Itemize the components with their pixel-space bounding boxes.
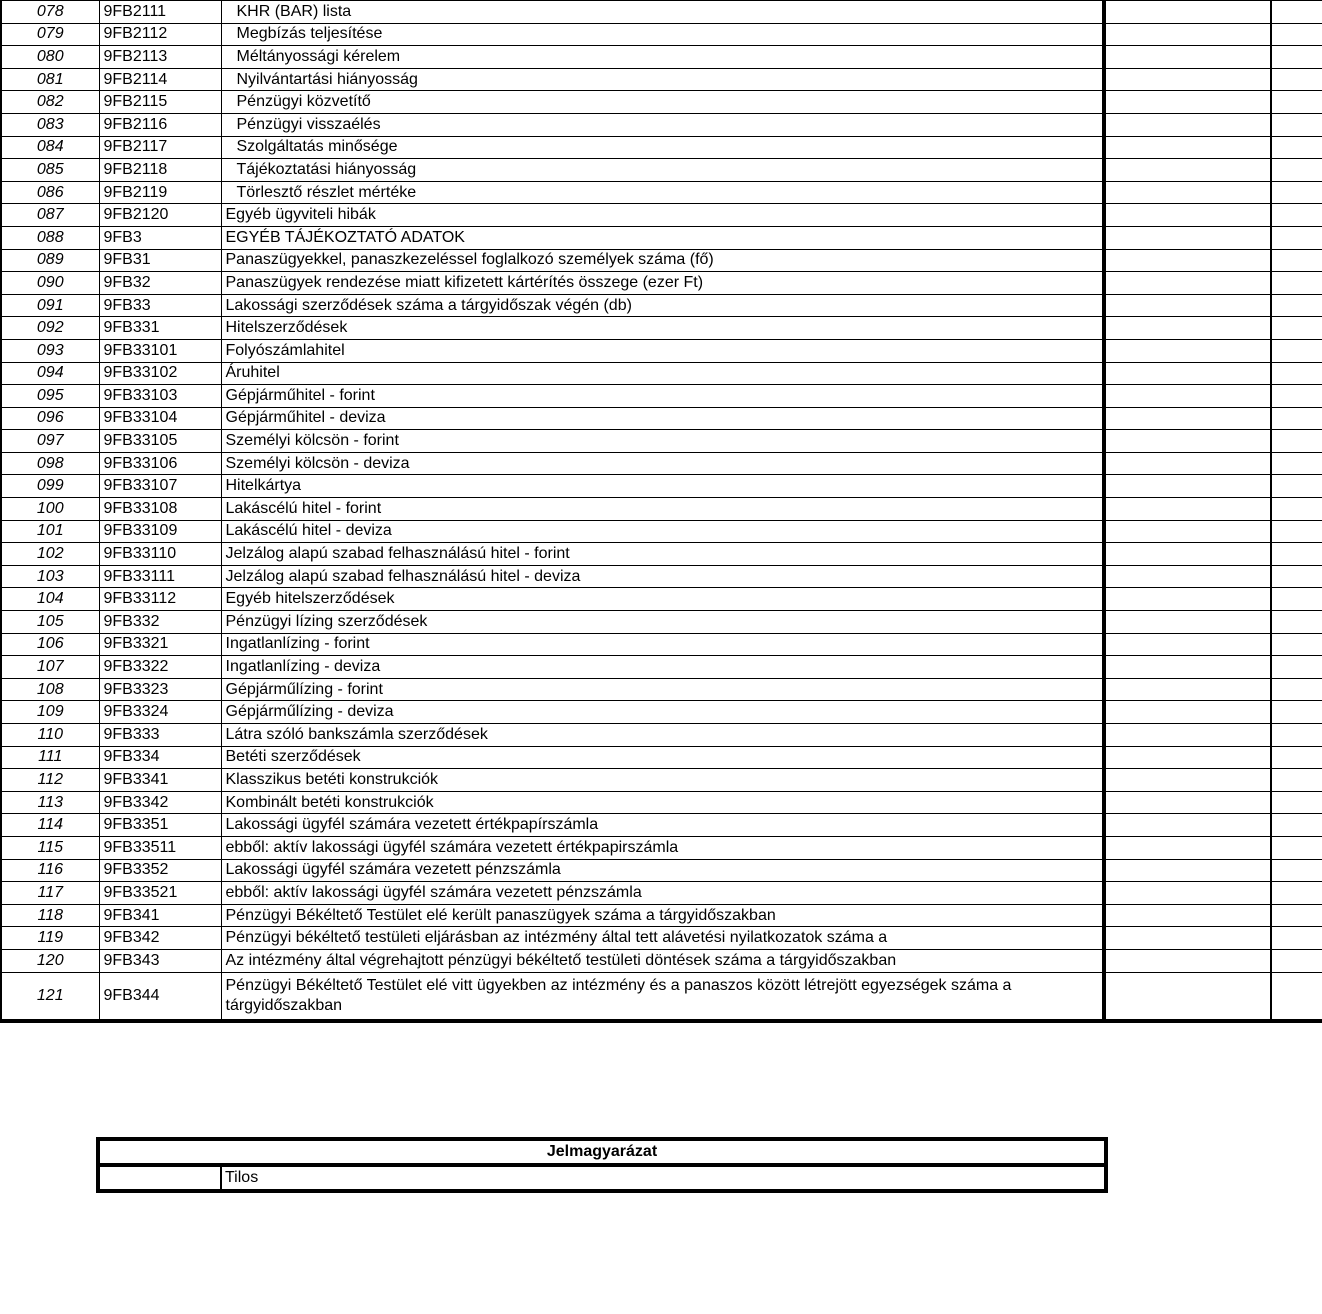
value-cell[interactable] (1104, 543, 1271, 566)
value-cell[interactable] (1104, 46, 1271, 69)
value-cell-2[interactable] (1271, 136, 1322, 159)
table-row (1, 407, 1322, 430)
value-cell-2[interactable] (1271, 972, 1322, 1021)
row-number: 090 (1, 272, 99, 295)
row-number: 087 (1, 204, 99, 227)
row-code: 9FB342 (99, 927, 221, 950)
value-cell-2[interactable] (1271, 859, 1322, 882)
row-label: Tájékoztatási hiányosság (221, 159, 1104, 182)
value-cell-2[interactable] (1271, 249, 1322, 272)
table-row (1, 181, 1322, 204)
value-cell[interactable] (1104, 565, 1271, 588)
row-label: Az intézmény által végrehajtott pénzügyi békéltető testületi döntések száma a tárgyidőszakban (221, 949, 1104, 972)
row-code: 9FB2118 (99, 159, 221, 182)
row-code: 9FB33110 (99, 543, 221, 566)
table-row (1, 520, 1322, 543)
value-cell-2[interactable] (1271, 520, 1322, 543)
row-number: 085 (1, 159, 99, 182)
value-cell[interactable] (1104, 814, 1271, 837)
table-row (1, 204, 1322, 227)
value-cell-2[interactable] (1271, 927, 1322, 950)
value-cell-2[interactable] (1271, 611, 1322, 634)
row-code: 9FB334 (99, 746, 221, 769)
row-number: 091 (1, 294, 99, 317)
table-row (1, 249, 1322, 272)
table-row (1, 814, 1322, 837)
table-row (1, 633, 1322, 656)
row-number: 104 (1, 588, 99, 611)
value-cell[interactable] (1104, 452, 1271, 475)
row-number: 115 (1, 836, 99, 859)
row-label: ebből: aktív lakossági ügyfél számára vezetett pénzszámla (221, 882, 1104, 905)
table-row (1, 565, 1322, 588)
row-label: Panaszügyek rendezése miatt kifizetett kártérítés összege (ezer Ft) (221, 272, 1104, 295)
row-code: 9FB3323 (99, 678, 221, 701)
row-label: Törlesztő részlet mértéke (221, 181, 1104, 204)
row-number: 117 (1, 882, 99, 905)
row-code: 9FB33111 (99, 565, 221, 588)
row-code: 9FB341 (99, 904, 221, 927)
row-number: 121 (1, 972, 99, 1021)
table-row (1, 769, 1322, 792)
row-label: Áruhitel (221, 362, 1104, 385)
value-cell-2[interactable] (1271, 430, 1322, 453)
value-cell[interactable] (1104, 656, 1271, 679)
value-cell-2[interactable] (1271, 543, 1322, 566)
value-cell[interactable] (1104, 633, 1271, 656)
value-cell[interactable] (1104, 927, 1271, 950)
table-row (1, 791, 1322, 814)
row-label: Látra szóló bankszámla szerződések (221, 724, 1104, 747)
value-cell-2[interactable] (1271, 678, 1322, 701)
value-cell[interactable] (1104, 91, 1271, 114)
row-code: 9FB344 (99, 972, 221, 1021)
value-cell[interactable] (1104, 136, 1271, 159)
row-number: 119 (1, 927, 99, 950)
value-cell[interactable] (1104, 678, 1271, 701)
row-code: 9FB33101 (99, 339, 221, 362)
value-cell[interactable] (1104, 972, 1271, 1021)
row-number: 084 (1, 136, 99, 159)
table-row (1, 452, 1322, 475)
value-cell-2[interactable] (1271, 362, 1322, 385)
row-code: 9FB331 (99, 317, 221, 340)
row-label: Betéti szerződések (221, 746, 1104, 769)
table-row (1, 226, 1322, 249)
row-number: 118 (1, 904, 99, 927)
row-label: Gépjárműhitel - deviza (221, 407, 1104, 430)
row-code: 9FB332 (99, 611, 221, 634)
row-number: 096 (1, 407, 99, 430)
table-row (1, 46, 1322, 69)
row-label: Pénzügyi közvetítő (221, 91, 1104, 114)
table-row (1, 385, 1322, 408)
table-row (1, 904, 1322, 927)
legend-key-cell (98, 1165, 221, 1191)
row-code: 9FB3 (99, 226, 221, 249)
value-cell[interactable] (1104, 249, 1271, 272)
value-cell-2[interactable] (1271, 91, 1322, 114)
row-number: 107 (1, 656, 99, 679)
row-label: Klasszikus betéti konstrukciók (221, 769, 1104, 792)
row-code: 9FB2114 (99, 68, 221, 91)
row-label: Ingatlanlízing - forint (221, 633, 1104, 656)
row-label: Személyi kölcsön - forint (221, 430, 1104, 453)
value-cell-2[interactable] (1271, 904, 1322, 927)
row-number: 116 (1, 859, 99, 882)
value-cell-2[interactable] (1271, 226, 1322, 249)
value-cell[interactable] (1104, 882, 1271, 905)
row-label: Lakossági ügyfél számára vezetett értékpapírszámla (221, 814, 1104, 837)
value-cell[interactable] (1104, 339, 1271, 362)
value-cell[interactable] (1104, 68, 1271, 91)
row-code: 9FB33105 (99, 430, 221, 453)
value-cell-2[interactable] (1271, 588, 1322, 611)
table-row (1, 159, 1322, 182)
legend-row (98, 1165, 1106, 1191)
value-cell[interactable] (1104, 859, 1271, 882)
value-cell-2[interactable] (1271, 814, 1322, 837)
row-label: Pénzügyi visszaélés (221, 113, 1104, 136)
value-cell[interactable] (1104, 317, 1271, 340)
table-row (1, 475, 1322, 498)
value-cell[interactable] (1104, 181, 1271, 204)
row-label: Panaszügyekkel, panaszkezeléssel foglalkozó személyek száma (fő) (221, 249, 1104, 272)
table-row (1, 294, 1322, 317)
row-label: Egyéb hitelszerződések (221, 588, 1104, 611)
row-code: 9FB33106 (99, 452, 221, 475)
row-number: 099 (1, 475, 99, 498)
value-cell-2[interactable] (1271, 746, 1322, 769)
row-number: 098 (1, 452, 99, 475)
row-number: 095 (1, 385, 99, 408)
row-number: 113 (1, 791, 99, 814)
row-number: 108 (1, 678, 99, 701)
row-number: 103 (1, 565, 99, 588)
row-label: Személyi kölcsön - deviza (221, 452, 1104, 475)
row-number: 094 (1, 362, 99, 385)
row-label: EGYÉB TÁJÉKOZTATÓ ADATOK (221, 226, 1104, 249)
row-label: Pénzügyi Békéltető Testület elé vitt ügyekben az intézmény és a panaszos között létrejött egyezségek száma a tárgyidőszakban (221, 972, 1104, 1021)
row-code: 9FB2113 (99, 46, 221, 69)
row-number: 111 (1, 746, 99, 769)
value-cell[interactable] (1104, 769, 1271, 792)
table-row (1, 136, 1322, 159)
row-code: 9FB3322 (99, 656, 221, 679)
row-label: Szolgáltatás minősége (221, 136, 1104, 159)
table-row (1, 724, 1322, 747)
row-number: 114 (1, 814, 99, 837)
value-cell[interactable] (1104, 226, 1271, 249)
row-code: 9FB3352 (99, 859, 221, 882)
table-row (1, 588, 1322, 611)
value-cell[interactable] (1104, 520, 1271, 543)
value-cell-2[interactable] (1271, 724, 1322, 747)
row-label: Egyéb ügyviteli hibák (221, 204, 1104, 227)
row-code: 9FB2117 (99, 136, 221, 159)
value-cell[interactable] (1104, 430, 1271, 453)
legend-table (96, 1137, 1108, 1193)
row-code: 9FB3351 (99, 814, 221, 837)
value-cell-2[interactable] (1271, 294, 1322, 317)
row-code: 9FB33102 (99, 362, 221, 385)
table-row (1, 1, 1322, 24)
table-row (1, 656, 1322, 679)
row-code: 9FB2111 (99, 1, 221, 24)
legend-value: Tilos (221, 1165, 1106, 1191)
table-row (1, 339, 1322, 362)
table-row (1, 317, 1322, 340)
value-cell[interactable] (1104, 385, 1271, 408)
row-number: 100 (1, 498, 99, 521)
row-number: 101 (1, 520, 99, 543)
value-cell-2[interactable] (1271, 407, 1322, 430)
row-number: 080 (1, 46, 99, 69)
value-cell[interactable] (1104, 1, 1271, 24)
value-cell-2[interactable] (1271, 113, 1322, 136)
row-number: 102 (1, 543, 99, 566)
table-row (1, 272, 1322, 295)
value-cell-2[interactable] (1271, 701, 1322, 724)
row-number: 097 (1, 430, 99, 453)
legend-title: Jelmagyarázat (98, 1139, 1106, 1165)
table-row (1, 678, 1322, 701)
row-label: Folyószámlahitel (221, 339, 1104, 362)
value-cell-2[interactable] (1271, 317, 1322, 340)
row-label: Hitelkártya (221, 475, 1104, 498)
report-table-body (1, 1, 1322, 1022)
value-cell[interactable] (1104, 724, 1271, 747)
row-number: 082 (1, 91, 99, 114)
row-number: 093 (1, 339, 99, 362)
row-code: 9FB2119 (99, 181, 221, 204)
value-cell-2[interactable] (1271, 159, 1322, 182)
row-code: 9FB33521 (99, 882, 221, 905)
row-label: Méltányossági kérelem (221, 46, 1104, 69)
row-label: Jelzálog alapú szabad felhasználású hitel - deviza (221, 565, 1104, 588)
table-row (1, 882, 1322, 905)
value-cell-2[interactable] (1271, 498, 1322, 521)
value-cell-2[interactable] (1271, 46, 1322, 69)
row-number: 079 (1, 23, 99, 46)
row-code: 9FB32 (99, 272, 221, 295)
row-code: 9FB33511 (99, 836, 221, 859)
row-code: 9FB2115 (99, 91, 221, 114)
row-number: 081 (1, 68, 99, 91)
row-label: Gépjárműlízing - forint (221, 678, 1104, 701)
row-number: 112 (1, 769, 99, 792)
value-cell[interactable] (1104, 113, 1271, 136)
value-cell-2[interactable] (1271, 181, 1322, 204)
value-cell-2[interactable] (1271, 791, 1322, 814)
table-row (1, 746, 1322, 769)
table-row (1, 927, 1322, 950)
row-label: Megbízás teljesítése (221, 23, 1104, 46)
row-label: Ingatlanlízing - deviza (221, 656, 1104, 679)
value-cell-2[interactable] (1271, 452, 1322, 475)
row-code: 9FB333 (99, 724, 221, 747)
row-code: 9FB33108 (99, 498, 221, 521)
row-label: Pénzügyi Békéltető Testület elé került panaszügyek száma a tárgyidőszakban (221, 904, 1104, 927)
row-code: 9FB33104 (99, 407, 221, 430)
row-number: 120 (1, 949, 99, 972)
value-cell[interactable] (1104, 294, 1271, 317)
value-cell[interactable] (1104, 949, 1271, 972)
table-row (1, 972, 1322, 1021)
row-number: 110 (1, 724, 99, 747)
table-row (1, 68, 1322, 91)
table-row (1, 430, 1322, 453)
value-cell[interactable] (1104, 746, 1271, 769)
row-number: 092 (1, 317, 99, 340)
value-cell[interactable] (1104, 701, 1271, 724)
value-cell-2[interactable] (1271, 949, 1322, 972)
value-cell[interactable] (1104, 836, 1271, 859)
value-cell-2[interactable] (1271, 204, 1322, 227)
row-number: 089 (1, 249, 99, 272)
value-cell-2[interactable] (1271, 836, 1322, 859)
value-cell[interactable] (1104, 588, 1271, 611)
table-row (1, 701, 1322, 724)
row-label: Hitelszerződések (221, 317, 1104, 340)
row-code: 9FB2112 (99, 23, 221, 46)
row-code: 9FB33 (99, 294, 221, 317)
row-code: 9FB3324 (99, 701, 221, 724)
row-number: 088 (1, 226, 99, 249)
table-row (1, 859, 1322, 882)
row-number: 109 (1, 701, 99, 724)
legend-header-row (98, 1139, 1106, 1165)
row-label: Nyilvántartási hiányosság (221, 68, 1104, 91)
table-row (1, 611, 1322, 634)
row-label: Gépjárműlízing - deviza (221, 701, 1104, 724)
value-cell-2[interactable] (1271, 272, 1322, 295)
row-label: Pénzügyi békéltető testületi eljárásban az intézmény által tett alávetési nyilatkozatok száma a (221, 927, 1104, 950)
value-cell[interactable] (1104, 904, 1271, 927)
table-row (1, 498, 1322, 521)
row-label: Gépjárműhitel - forint (221, 385, 1104, 408)
value-cell[interactable] (1104, 362, 1271, 385)
row-code: 9FB33112 (99, 588, 221, 611)
value-cell-2[interactable] (1271, 68, 1322, 91)
row-label: Kombinált betéti konstrukciók (221, 791, 1104, 814)
value-cell-2[interactable] (1271, 882, 1322, 905)
row-label: ebből: aktív lakossági ügyfél számára vezetett értékpapirszámla (221, 836, 1104, 859)
value-cell-2[interactable] (1271, 1, 1322, 24)
table-row (1, 836, 1322, 859)
value-cell-2[interactable] (1271, 385, 1322, 408)
row-code: 9FB2120 (99, 204, 221, 227)
value-cell-2[interactable] (1271, 633, 1322, 656)
value-cell-2[interactable] (1271, 656, 1322, 679)
value-cell-2[interactable] (1271, 23, 1322, 46)
value-cell-2[interactable] (1271, 565, 1322, 588)
row-number: 083 (1, 113, 99, 136)
row-code: 9FB2116 (99, 113, 221, 136)
row-label: Jelzálog alapú szabad felhasználású hitel - forint (221, 543, 1104, 566)
value-cell[interactable] (1104, 611, 1271, 634)
row-label: Lakossági szerződések száma a tárgyidőszak végén (db) (221, 294, 1104, 317)
row-number: 078 (1, 1, 99, 24)
value-cell[interactable] (1104, 498, 1271, 521)
table-row (1, 362, 1322, 385)
value-cell[interactable] (1104, 204, 1271, 227)
row-number: 086 (1, 181, 99, 204)
row-code: 9FB343 (99, 949, 221, 972)
row-code: 9FB33107 (99, 475, 221, 498)
table-row (1, 113, 1322, 136)
row-number: 106 (1, 633, 99, 656)
row-label: Lakáscélú hitel - deviza (221, 520, 1104, 543)
value-cell-2[interactable] (1271, 475, 1322, 498)
row-code: 9FB3321 (99, 633, 221, 656)
table-row (1, 949, 1322, 972)
value-cell[interactable] (1104, 475, 1271, 498)
table-row (1, 543, 1322, 566)
value-cell[interactable] (1104, 23, 1271, 46)
value-cell[interactable] (1104, 791, 1271, 814)
value-cell[interactable] (1104, 272, 1271, 295)
row-label: Lakossági ügyfél számára vezetett pénzszámla (221, 859, 1104, 882)
row-label: Pénzügyi lízing szerződések (221, 611, 1104, 634)
row-code: 9FB33103 (99, 385, 221, 408)
table-row (1, 91, 1322, 114)
row-label: KHR (BAR) lista (221, 1, 1104, 24)
value-cell-2[interactable] (1271, 769, 1322, 792)
table-row (1, 23, 1322, 46)
value-cell-2[interactable] (1271, 339, 1322, 362)
value-cell[interactable] (1104, 159, 1271, 182)
row-code: 9FB3342 (99, 791, 221, 814)
row-label: Lakáscélú hitel - forint (221, 498, 1104, 521)
row-code: 9FB3341 (99, 769, 221, 792)
row-number: 105 (1, 611, 99, 634)
row-code: 9FB33109 (99, 520, 221, 543)
row-code: 9FB31 (99, 249, 221, 272)
value-cell[interactable] (1104, 407, 1271, 430)
